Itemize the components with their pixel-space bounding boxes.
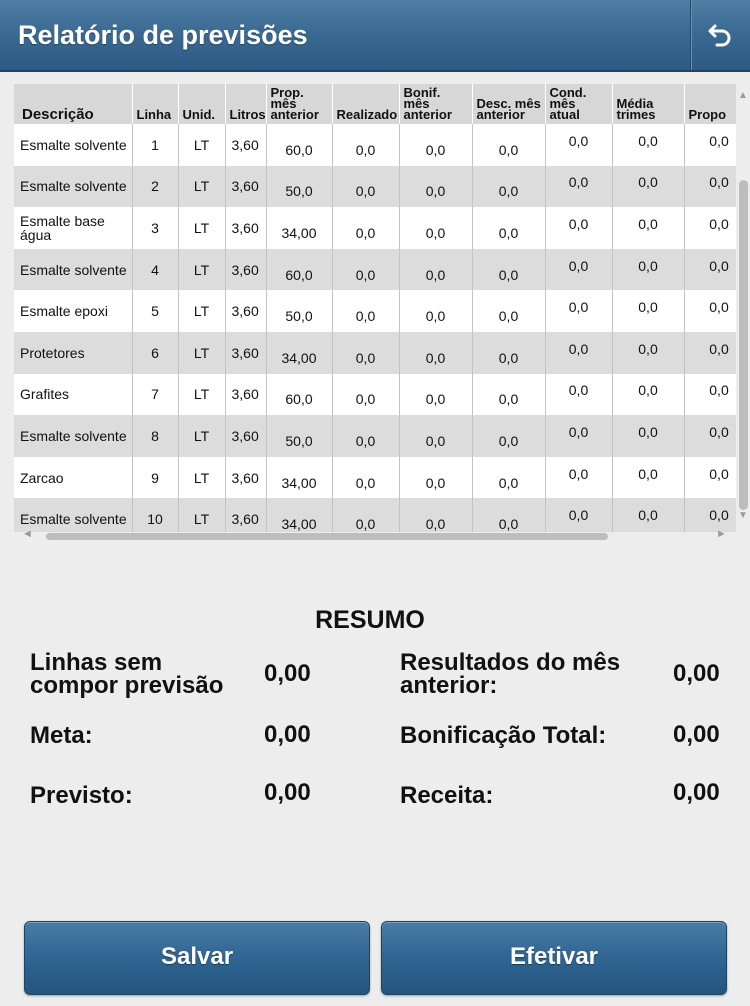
desc-mes-anterior-cell: 0,0 (472, 332, 545, 374)
previsto-label: Previsto: (30, 782, 133, 809)
litros-cell: 3,60 (225, 498, 266, 532)
column-header[interactable] (14, 84, 132, 124)
desc-mes-anterior-cell: 0,0 (472, 374, 545, 416)
description-cell: Esmalte solvente (14, 415, 132, 457)
page-title: Relatório de previsões (18, 20, 308, 50)
bonif-mes-anterior-cell: 0,0 (399, 457, 472, 499)
bonif-mes-anterior-cell: 0,0 (399, 415, 472, 457)
meta-value: 0,00 (264, 721, 311, 748)
table-row[interactable] (14, 374, 736, 416)
realizado-cell: 0,0 (332, 290, 399, 332)
column-header-label: Média (616, 96, 654, 111)
table-row[interactable] (14, 457, 736, 499)
media-trimes-cell: 0,0 (612, 207, 684, 249)
column-header-label: Prop. mês (270, 85, 304, 111)
resultados-mes-anterior-value: 0,00 (673, 660, 720, 687)
litros-cell: 3,60 (225, 415, 266, 457)
litros-cell: 3,60 (225, 457, 266, 499)
column-header-label: Descrição (22, 106, 94, 123)
desc-mes-anterior-cell: 0,0 (472, 290, 545, 332)
unid-cell: LT (178, 415, 225, 457)
description-cell: Grafites (14, 374, 132, 416)
horizontal-scrollbar[interactable] (22, 530, 734, 542)
table-header (14, 84, 736, 124)
media-trimes-cell: 0,0 (612, 124, 684, 166)
media-trimes-cell: 0,0 (612, 166, 684, 208)
bonif-mes-anterior-cell: 0,0 (399, 166, 472, 208)
desc-mes-anterior-cell: 0,0 (472, 415, 545, 457)
column-header-label: Cond. mês (549, 85, 587, 111)
column-header[interactable] (178, 84, 225, 124)
realizado-cell: 0,0 (332, 415, 399, 457)
propo-cell: 0,0 (684, 166, 736, 208)
linha-cell: 9 (132, 457, 178, 499)
bonif-mes-anterior-cell: 0,0 (399, 124, 472, 166)
bonificacao-total-value: 0,00 (673, 721, 720, 748)
table-row[interactable] (14, 415, 736, 457)
column-header-label: trimes (616, 107, 656, 122)
description-cell: Esmalte base água (14, 207, 132, 249)
column-header-label: Propo (688, 107, 727, 122)
linha-cell: 5 (132, 290, 178, 332)
description-cell: Esmalte solvente (14, 249, 132, 291)
cond-mes-atual-cell: 0,0 (545, 124, 612, 166)
propo-cell: 0,0 (684, 332, 736, 374)
prop-mes-anterior-cell: 34,00 (266, 207, 332, 249)
table-row[interactable] (14, 332, 736, 374)
litros-cell: 3,60 (225, 124, 266, 166)
realizado-cell: 0,0 (332, 498, 399, 532)
desc-mes-anterior-cell: 0,0 (472, 207, 545, 249)
litros-cell: 3,60 (225, 290, 266, 332)
column-header[interactable] (225, 84, 266, 124)
table-row[interactable] (14, 498, 736, 532)
desc-mes-anterior-cell: 0,0 (472, 498, 545, 532)
column-header-label: Litros (229, 107, 266, 122)
salvar-button[interactable]: Salvar (24, 921, 370, 995)
column-header-label: anterior (403, 107, 452, 122)
previsto-value: 0,00 (264, 779, 311, 806)
scroll-right-icon[interactable]: ► (716, 528, 727, 540)
cond-mes-atual-cell: 0,0 (545, 457, 612, 499)
realizado-cell: 0,0 (332, 249, 399, 291)
vertical-scrollbar[interactable] (736, 92, 750, 528)
column-header-label: Bonif. mês (403, 85, 441, 111)
prop-mes-anterior-cell: 34,00 (266, 457, 332, 499)
unid-cell: LT (178, 457, 225, 499)
prop-mes-anterior-cell: 34,00 (266, 498, 332, 532)
linhas-label-line1: Linhas sem (30, 649, 163, 676)
back-button[interactable] (690, 0, 750, 70)
table-row[interactable] (14, 207, 736, 249)
bonif-mes-anterior-cell: 0,0 (399, 249, 472, 291)
meta-label: Meta: (30, 722, 93, 749)
undo-arrow-icon (707, 22, 735, 50)
column-header-label: Unid. (182, 107, 215, 122)
desc-mes-anterior-cell: 0,0 (472, 166, 545, 208)
cond-mes-atual-cell: 0,0 (545, 415, 612, 457)
unid-cell: LT (178, 124, 225, 166)
desc-mes-anterior-cell: 0,0 (472, 457, 545, 499)
column-header-label: Desc. mês (476, 96, 541, 111)
bonif-mes-anterior-cell: 0,0 (399, 290, 472, 332)
prop-mes-anterior-cell: 60,0 (266, 374, 332, 416)
description-cell: Esmalte solvente (14, 166, 132, 208)
litros-cell: 3,60 (225, 207, 266, 249)
column-header-label: Linha (136, 107, 172, 122)
unid-cell: LT (178, 207, 225, 249)
litros-cell: 3,60 (225, 374, 266, 416)
column-header[interactable] (472, 84, 545, 124)
column-header[interactable] (545, 84, 612, 124)
media-trimes-cell: 0,0 (612, 290, 684, 332)
media-trimes-cell: 0,0 (612, 498, 684, 532)
column-header[interactable] (266, 84, 332, 124)
realizado-cell: 0,0 (332, 124, 399, 166)
description-cell: Esmalte solvente (14, 124, 132, 166)
media-trimes-cell: 0,0 (612, 332, 684, 374)
unid-cell: LT (178, 374, 225, 416)
vertical-scroll-thumb[interactable] (739, 180, 748, 510)
bonif-mes-anterior-cell: 0,0 (399, 332, 472, 374)
propo-cell: 0,0 (684, 415, 736, 457)
cond-mes-atual-cell: 0,0 (545, 207, 612, 249)
media-trimes-cell: 0,0 (612, 415, 684, 457)
linha-cell: 2 (132, 166, 178, 208)
bonificacao-total-label: Bonificação Total: (400, 722, 607, 749)
linha-cell: 6 (132, 332, 178, 374)
realizado-cell: 0,0 (332, 457, 399, 499)
column-header-label: anterior (270, 107, 319, 122)
table-row[interactable] (14, 249, 736, 291)
description-cell: Protetores (14, 332, 132, 374)
receita-label: Receita: (400, 782, 494, 809)
desc-mes-anterior-cell: 0,0 (472, 249, 545, 291)
cond-mes-atual-cell: 0,0 (545, 249, 612, 291)
bonif-mes-anterior-cell: 0,0 (399, 498, 472, 532)
prop-mes-anterior-cell: 50,0 (266, 415, 332, 457)
table-body (14, 124, 736, 532)
litros-cell: 3,60 (225, 166, 266, 208)
media-trimes-cell: 0,0 (612, 457, 684, 499)
unid-cell: LT (178, 332, 225, 374)
linha-cell: 10 (132, 498, 178, 532)
propo-cell: 0,0 (684, 498, 736, 532)
scroll-down-icon[interactable]: ▼ (738, 510, 748, 521)
column-header[interactable] (332, 84, 399, 124)
column-header-label: anterior (476, 107, 525, 122)
resultados-mes-anterior-label (400, 651, 620, 697)
linhas-sem-previsao-label (30, 651, 223, 697)
propo-cell: 0,0 (684, 124, 736, 166)
table-row[interactable] (14, 166, 736, 208)
description-cell: Zarcao (14, 457, 132, 499)
linha-cell: 3 (132, 207, 178, 249)
linha-cell: 7 (132, 374, 178, 416)
forecast-table[interactable] (14, 84, 736, 532)
app-header (0, 0, 750, 72)
realizado-cell: 0,0 (332, 374, 399, 416)
column-header[interactable] (612, 84, 684, 124)
desc-mes-anterior-cell: 0,0 (472, 124, 545, 166)
unid-cell: LT (178, 498, 225, 532)
realizado-cell: 0,0 (332, 332, 399, 374)
prop-mes-anterior-cell: 50,0 (266, 166, 332, 208)
column-header[interactable] (399, 84, 472, 124)
scroll-left-icon[interactable]: ◄ (22, 528, 33, 540)
scroll-up-icon[interactable]: ▲ (738, 90, 748, 101)
bonif-mes-anterior-cell: 0,0 (399, 374, 472, 416)
column-header-label: Realizado (336, 107, 398, 122)
table-row[interactable] (14, 290, 736, 332)
cond-mes-atual-cell: 0,0 (545, 290, 612, 332)
linhas-sem-previsao-value: 0,00 (264, 660, 311, 687)
media-trimes-cell: 0,0 (612, 374, 684, 416)
litros-cell: 3,60 (225, 332, 266, 374)
unid-cell: LT (178, 290, 225, 332)
table-row[interactable] (14, 124, 736, 166)
unid-cell: LT (178, 249, 225, 291)
efetivar-button[interactable]: Efetivar (381, 921, 727, 995)
prop-mes-anterior-cell: 60,0 (266, 124, 332, 166)
propo-cell: 0,0 (684, 290, 736, 332)
linhas-label-line2: compor previsão (30, 672, 224, 699)
cond-mes-atual-cell: 0,0 (545, 166, 612, 208)
linha-cell: 8 (132, 415, 178, 457)
linha-cell: 4 (132, 249, 178, 291)
bonif-mes-anterior-cell: 0,0 (399, 207, 472, 249)
linha-cell: 1 (132, 124, 178, 166)
realizado-cell: 0,0 (332, 207, 399, 249)
prop-mes-anterior-cell: 60,0 (266, 249, 332, 291)
prop-mes-anterior-cell: 50,0 (266, 290, 332, 332)
unid-cell: LT (178, 166, 225, 208)
column-header-label: atual (549, 107, 580, 122)
column-header[interactable] (132, 84, 178, 124)
realizado-cell: 0,0 (332, 166, 399, 208)
litros-cell: 3,60 (225, 249, 266, 291)
resultados-label-line1: Resultados do mês (400, 649, 621, 676)
propo-cell: 0,0 (684, 457, 736, 499)
receita-value: 0,00 (673, 779, 720, 806)
summary-title: RESUMO (315, 606, 425, 634)
propo-cell: 0,0 (684, 374, 736, 416)
propo-cell: 0,0 (684, 249, 736, 291)
column-header[interactable] (684, 84, 736, 124)
description-cell: Esmalte epoxi (14, 290, 132, 332)
propo-cell: 0,0 (684, 207, 736, 249)
prop-mes-anterior-cell: 34,00 (266, 332, 332, 374)
media-trimes-cell: 0,0 (612, 249, 684, 291)
cond-mes-atual-cell: 0,0 (545, 374, 612, 416)
horizontal-scroll-thumb[interactable] (46, 533, 608, 540)
resultados-label-line2: anterior: (400, 672, 498, 699)
cond-mes-atual-cell: 0,0 (545, 332, 612, 374)
description-cell: Esmalte solvente (14, 498, 132, 532)
cond-mes-atual-cell: 0,0 (545, 498, 612, 532)
